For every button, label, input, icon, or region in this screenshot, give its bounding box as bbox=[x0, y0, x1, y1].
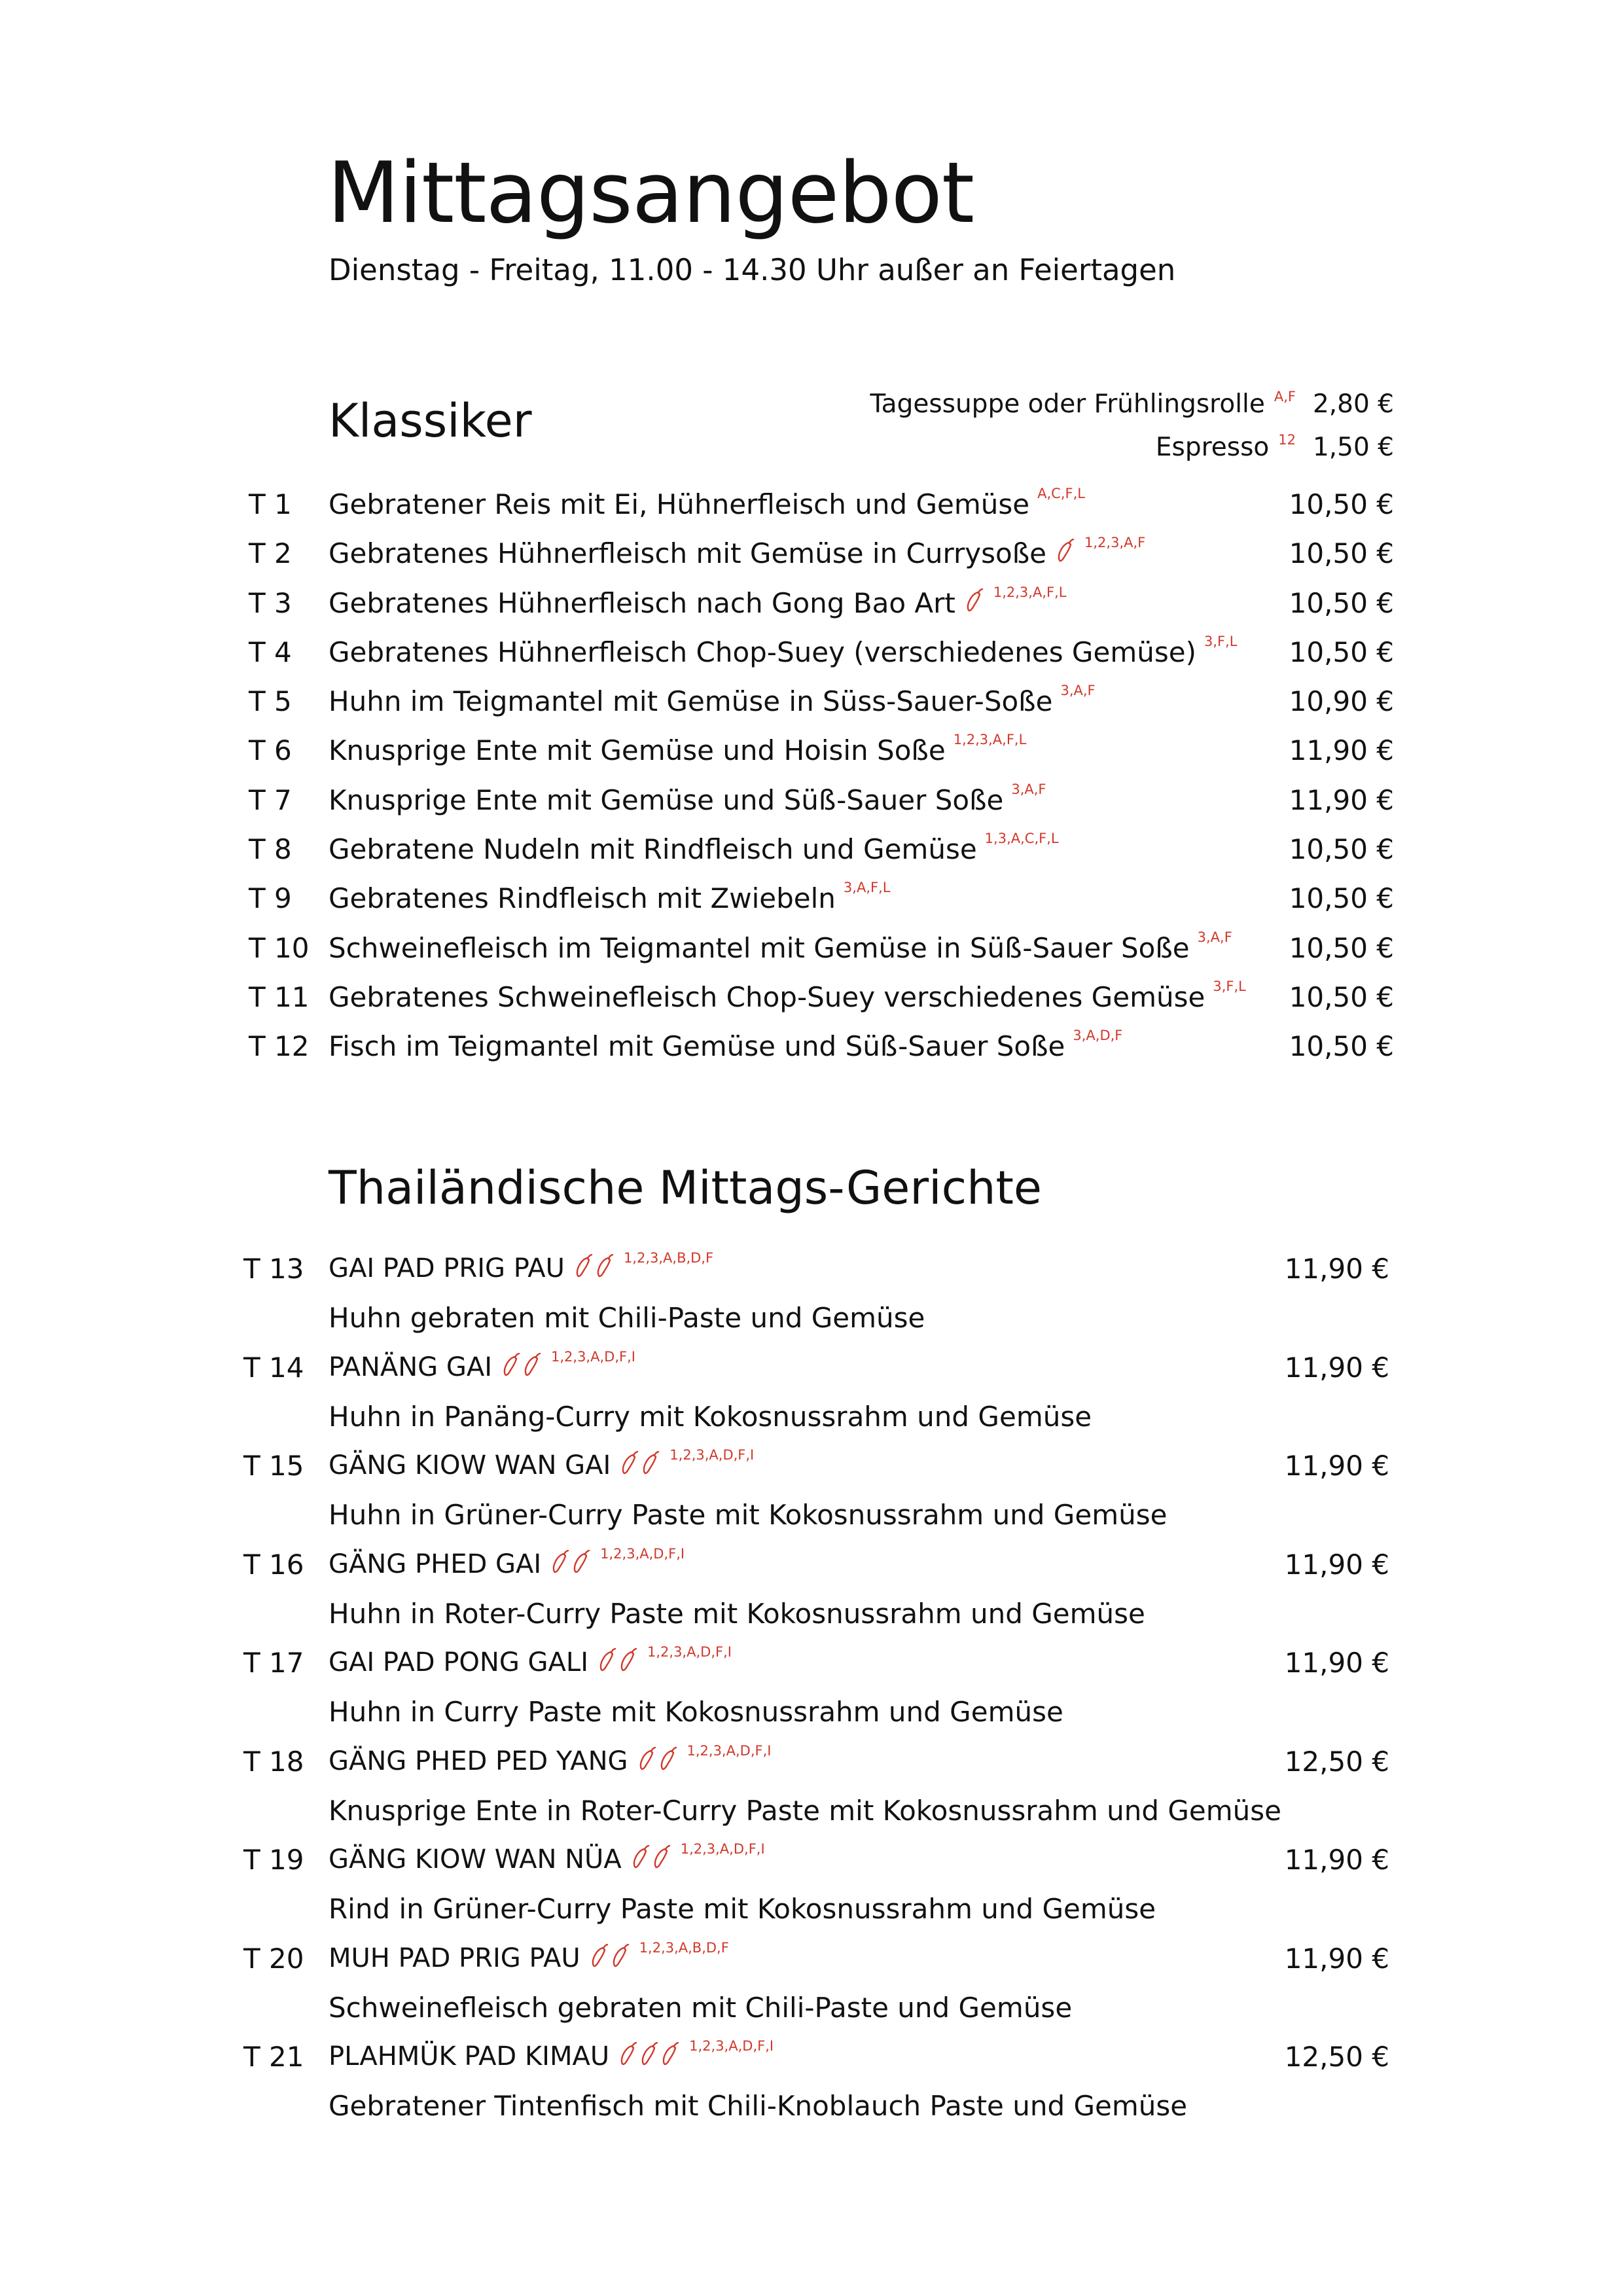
item-name: MUH PAD PRIG PAU bbox=[329, 1943, 580, 1973]
menu-item bbox=[0, 1742, 1623, 1847]
item-price: 11,90 € bbox=[1284, 1844, 1389, 1876]
menu-item bbox=[0, 1028, 1623, 1082]
chili-icon bbox=[658, 1747, 678, 1770]
menu-item bbox=[0, 929, 1623, 984]
item-name-group bbox=[329, 1939, 729, 1973]
item-code: T 2 bbox=[249, 537, 292, 570]
item-name-group bbox=[329, 978, 1246, 1013]
item-code: T 3 bbox=[249, 586, 292, 619]
item-price: 10,50 € bbox=[1289, 833, 1394, 866]
menu-item bbox=[0, 732, 1623, 786]
chili-icon bbox=[618, 1648, 638, 1672]
allergen-codes: 1,3,A,C,F,L bbox=[984, 831, 1059, 847]
item-name-group bbox=[329, 2038, 774, 2072]
section-title-thai: Thailändische Mittags-Gerichte bbox=[329, 1161, 1042, 1215]
allergen-codes: 1,2,3,A,D,F,I bbox=[689, 2038, 774, 2054]
item-name-group bbox=[329, 1644, 732, 1677]
item-name-group bbox=[329, 929, 1232, 964]
item-name: GAI PAD PRIG PAU bbox=[329, 1253, 565, 1283]
item-name: Huhn im Teigmantel mit Gemüse in Süss-Sauer-Soße bbox=[329, 685, 1053, 718]
spiciness bbox=[618, 2042, 681, 2066]
chili-icon bbox=[1056, 539, 1075, 562]
allergen-codes: A,C,F,L bbox=[1037, 486, 1085, 501]
item-name-group bbox=[329, 633, 1238, 668]
item-price: 10,50 € bbox=[1289, 636, 1394, 668]
chili-icon bbox=[550, 1550, 570, 1573]
item-description: Huhn gebraten mit Chili-Paste und Gemüse bbox=[329, 1302, 925, 1334]
allergen-codes: 12 bbox=[1278, 432, 1296, 448]
allergen-codes: 3,A,F bbox=[1197, 929, 1232, 945]
allergen-codes: 3,F,L bbox=[1213, 978, 1246, 994]
menu-item bbox=[0, 2038, 1623, 2142]
item-code: T 18 bbox=[243, 1745, 304, 1778]
item-name-group bbox=[329, 486, 1085, 520]
item-code: T 19 bbox=[243, 1844, 304, 1876]
item-code: T 6 bbox=[249, 734, 292, 767]
allergen-codes: 3,F,L bbox=[1204, 633, 1238, 649]
allergen-codes: 3,A,F bbox=[1011, 781, 1046, 797]
allergen-codes: 1,2,3,A,D,F,I bbox=[551, 1348, 635, 1365]
allergen-codes: 1,2,3,A,D,F,I bbox=[669, 1447, 755, 1463]
item-name-group bbox=[329, 880, 891, 915]
extra-item-name: Tagessuppe oder Frühlingsrolle bbox=[870, 389, 1265, 419]
item-code: T 17 bbox=[243, 1647, 304, 1679]
chili-icon bbox=[641, 1451, 660, 1475]
item-name: Gebratenes Hühnerfleisch Chop-Suey (verschiedenes Gemüse) bbox=[329, 636, 1196, 668]
item-code: T 10 bbox=[249, 931, 310, 964]
item-description: Huhn in Roter-Curry Paste mit Kokosnussrahm und Gemüse bbox=[329, 1597, 1145, 1630]
item-name: Gebratenes Schweinefleisch Chop-Suey verschiedenes Gemüse bbox=[329, 980, 1205, 1013]
item-name-group bbox=[329, 584, 1067, 619]
item-name: GAI PAD PONG GALI bbox=[329, 1647, 588, 1677]
menu-item bbox=[0, 1841, 1623, 1945]
chili-icon bbox=[660, 2042, 680, 2066]
item-code: T 21 bbox=[243, 2041, 304, 2073]
spiciness bbox=[501, 1353, 543, 1376]
menu-item bbox=[0, 880, 1623, 934]
allergen-codes: 3,A,F,L bbox=[843, 880, 891, 896]
item-price: 11,90 € bbox=[1284, 1253, 1389, 1285]
item-description: Huhn in Curry Paste mit Kokosnussrahm und Gemüse bbox=[329, 1696, 1063, 1728]
item-name: Gebratenes Rindfleisch mit Zwiebeln bbox=[329, 882, 836, 915]
item-name-group bbox=[329, 831, 1059, 866]
allergen-codes: 3,A,D,F bbox=[1073, 1028, 1123, 1044]
item-description: Rind in Grüner-Curry Paste mit Kokosnussrahm und Gemüse bbox=[329, 1893, 1156, 1925]
chili-icon bbox=[590, 1944, 609, 1967]
item-code: T 15 bbox=[243, 1450, 304, 1482]
item-description: Gebratener Tintenfisch mit Chili-Knoblauch Paste und Gemüse bbox=[329, 2090, 1188, 2122]
menu-item bbox=[0, 584, 1623, 639]
item-name: GÄNG KIOW WAN GAI bbox=[329, 1450, 611, 1480]
allergen-codes: 1,2,3,A,F,L bbox=[993, 584, 1067, 600]
item-price: 12,50 € bbox=[1284, 1745, 1389, 1778]
spiciness bbox=[590, 1944, 632, 1967]
allergen-codes: 1,2,3,A,F bbox=[1084, 535, 1146, 551]
item-name: Fisch im Teigmantel mit Gemüse und Süß-Sauer Soße bbox=[329, 1030, 1065, 1063]
item-code: T 8 bbox=[249, 833, 292, 866]
extra-item-price: 2,80 € bbox=[1312, 389, 1394, 419]
menu-item bbox=[0, 1348, 1623, 1453]
item-price: 10,50 € bbox=[1289, 1030, 1394, 1063]
chili-icon bbox=[522, 1353, 542, 1376]
item-name: PANÄNG GAI bbox=[329, 1352, 492, 1382]
spiciness bbox=[965, 588, 986, 612]
chili-icon bbox=[965, 588, 984, 612]
item-name-group bbox=[329, 1028, 1123, 1063]
spiciness bbox=[637, 1747, 679, 1770]
item-name-group bbox=[329, 1742, 772, 1776]
chili-icon bbox=[639, 2042, 659, 2066]
allergen-codes: 1,2,3,A,D,F,I bbox=[687, 1742, 772, 1759]
page-title: Mittagsangebot bbox=[327, 145, 974, 242]
item-price: 10,50 € bbox=[1289, 537, 1394, 570]
allergen-codes: 1,2,3,A,B,D,F bbox=[639, 1939, 729, 1956]
chili-icon bbox=[652, 1845, 671, 1869]
allergen-codes: 3,A,F bbox=[1060, 683, 1096, 699]
item-price: 11,90 € bbox=[1284, 1647, 1389, 1679]
item-name-group bbox=[329, 732, 1027, 767]
chili-icon bbox=[618, 2042, 638, 2066]
thai-list bbox=[0, 1250, 1623, 2142]
opening-hours: Dienstag - Freitag, 11.00 - 14.30 Uhr außer an Feiertagen bbox=[329, 253, 1176, 287]
menu-item bbox=[0, 633, 1623, 688]
item-code: T 14 bbox=[243, 1351, 304, 1384]
item-code: T 12 bbox=[249, 1030, 310, 1063]
item-name: Knusprige Ente mit Gemüse und Hoisin Soße bbox=[329, 734, 946, 767]
allergen-codes: 1,2,3,A,D,F,I bbox=[680, 1841, 765, 1857]
item-name: Gebratenes Hühnerfleisch mit Gemüse in Currysoße bbox=[329, 537, 1047, 570]
chili-icon bbox=[631, 1845, 651, 1869]
item-name-group bbox=[329, 781, 1046, 816]
chili-icon bbox=[597, 1648, 617, 1672]
menu-item bbox=[0, 1939, 1623, 2044]
item-name: GÄNG KIOW WAN NÜA bbox=[329, 1844, 622, 1874]
menu-item bbox=[0, 978, 1623, 1033]
item-name-group bbox=[329, 1250, 714, 1283]
item-price: 10,50 € bbox=[1289, 882, 1394, 915]
menu-item bbox=[0, 831, 1623, 885]
item-name-group bbox=[329, 1447, 755, 1480]
allergen-codes: 1,2,3,A,B,D,F bbox=[623, 1250, 714, 1266]
item-description: Huhn in Grüner-Curry Paste mit Kokosnussrahm und Gemüse bbox=[329, 1499, 1168, 1531]
menu-item bbox=[0, 535, 1623, 589]
item-code: T 16 bbox=[243, 1548, 304, 1581]
item-code: T 9 bbox=[249, 882, 292, 915]
item-price: 10,50 € bbox=[1289, 980, 1394, 1013]
extra-item bbox=[1155, 432, 1394, 462]
chili-icon bbox=[620, 1451, 639, 1475]
spiciness bbox=[631, 1845, 673, 1869]
chili-icon bbox=[571, 1550, 591, 1573]
item-price: 12,50 € bbox=[1284, 2041, 1389, 2073]
chili-icon bbox=[637, 1747, 657, 1770]
spiciness bbox=[597, 1648, 639, 1672]
allergen-codes: 1,2,3,A,D,F,I bbox=[600, 1545, 685, 1562]
spiciness bbox=[550, 1550, 592, 1573]
spiciness bbox=[574, 1254, 616, 1278]
menu-item bbox=[0, 1545, 1623, 1650]
item-code: T 1 bbox=[249, 488, 292, 520]
item-name-group bbox=[329, 1348, 635, 1382]
item-name: Gebratenes Hühnerfleisch nach Gong Bao Art bbox=[329, 586, 955, 619]
item-name: PLAHMÜK PAD KIMAU bbox=[329, 2041, 610, 2072]
item-code: T 4 bbox=[249, 636, 292, 668]
item-price: 11,90 € bbox=[1284, 1450, 1389, 1482]
item-price: 10,50 € bbox=[1289, 586, 1394, 619]
item-name-group bbox=[329, 535, 1146, 570]
item-code: T 7 bbox=[249, 783, 292, 816]
item-name: Gebratener Reis mit Ei, Hühnerfleisch und Gemüse bbox=[329, 488, 1030, 520]
menu-item bbox=[0, 1644, 1623, 1748]
item-code: T 20 bbox=[243, 1942, 304, 1975]
item-name-group bbox=[329, 1545, 685, 1579]
menu-item bbox=[0, 486, 1623, 540]
item-description: Knusprige Ente in Roter-Curry Paste mit Kokosnussrahm und Gemüse bbox=[329, 1794, 1281, 1827]
extra-item-name: Espresso bbox=[1155, 433, 1270, 462]
item-price: 10,50 € bbox=[1289, 931, 1394, 964]
menu-item bbox=[0, 683, 1623, 737]
chili-icon bbox=[501, 1353, 521, 1376]
menu-item bbox=[0, 1250, 1623, 1354]
item-price: 11,90 € bbox=[1284, 1942, 1389, 1975]
klassiker-list bbox=[0, 486, 1623, 1083]
chili-icon bbox=[595, 1254, 615, 1278]
item-code: T 5 bbox=[249, 685, 292, 718]
item-name-group bbox=[329, 1841, 765, 1874]
item-name: Knusprige Ente mit Gemüse und Süß-Sauer Soße bbox=[329, 783, 1004, 816]
section-title-klassiker: Klassiker bbox=[329, 394, 532, 448]
item-description: Schweinefleisch gebraten mit Chili-Paste und Gemüse bbox=[329, 1991, 1073, 2024]
item-name: GÄNG PHED GAI bbox=[329, 1549, 542, 1579]
spiciness bbox=[620, 1451, 662, 1475]
chili-icon bbox=[574, 1254, 594, 1278]
extra-item-price: 1,50 € bbox=[1312, 433, 1394, 462]
item-name: Schweinefleisch im Teigmantel mit Gemüse in Süß-Sauer Soße bbox=[329, 931, 1190, 964]
item-name: GÄNG PHED PED YANG bbox=[329, 1746, 628, 1776]
menu-item bbox=[0, 1447, 1623, 1551]
allergen-codes: A,F bbox=[1274, 389, 1296, 404]
item-code: T 13 bbox=[243, 1253, 304, 1285]
item-description: Huhn in Panäng-Curry mit Kokosnussrahm und Gemüse bbox=[329, 1400, 1092, 1433]
item-price: 11,90 € bbox=[1284, 1548, 1389, 1581]
item-name-group bbox=[329, 683, 1096, 718]
item-price: 11,90 € bbox=[1284, 1351, 1389, 1384]
menu-item bbox=[0, 781, 1623, 836]
item-price: 10,50 € bbox=[1289, 488, 1394, 520]
extra-item bbox=[870, 391, 1394, 417]
allergen-codes: 1,2,3,A,F,L bbox=[953, 732, 1027, 748]
chili-icon bbox=[611, 1944, 630, 1967]
spiciness bbox=[1056, 539, 1077, 562]
item-price: 11,90 € bbox=[1289, 734, 1394, 767]
item-price: 11,90 € bbox=[1289, 783, 1394, 816]
allergen-codes: 1,2,3,A,D,F,I bbox=[647, 1644, 732, 1660]
item-price: 10,90 € bbox=[1289, 685, 1394, 718]
item-code: T 11 bbox=[249, 980, 310, 1013]
item-name: Gebratene Nudeln mit Rindfleisch und Gemüse bbox=[329, 833, 977, 866]
